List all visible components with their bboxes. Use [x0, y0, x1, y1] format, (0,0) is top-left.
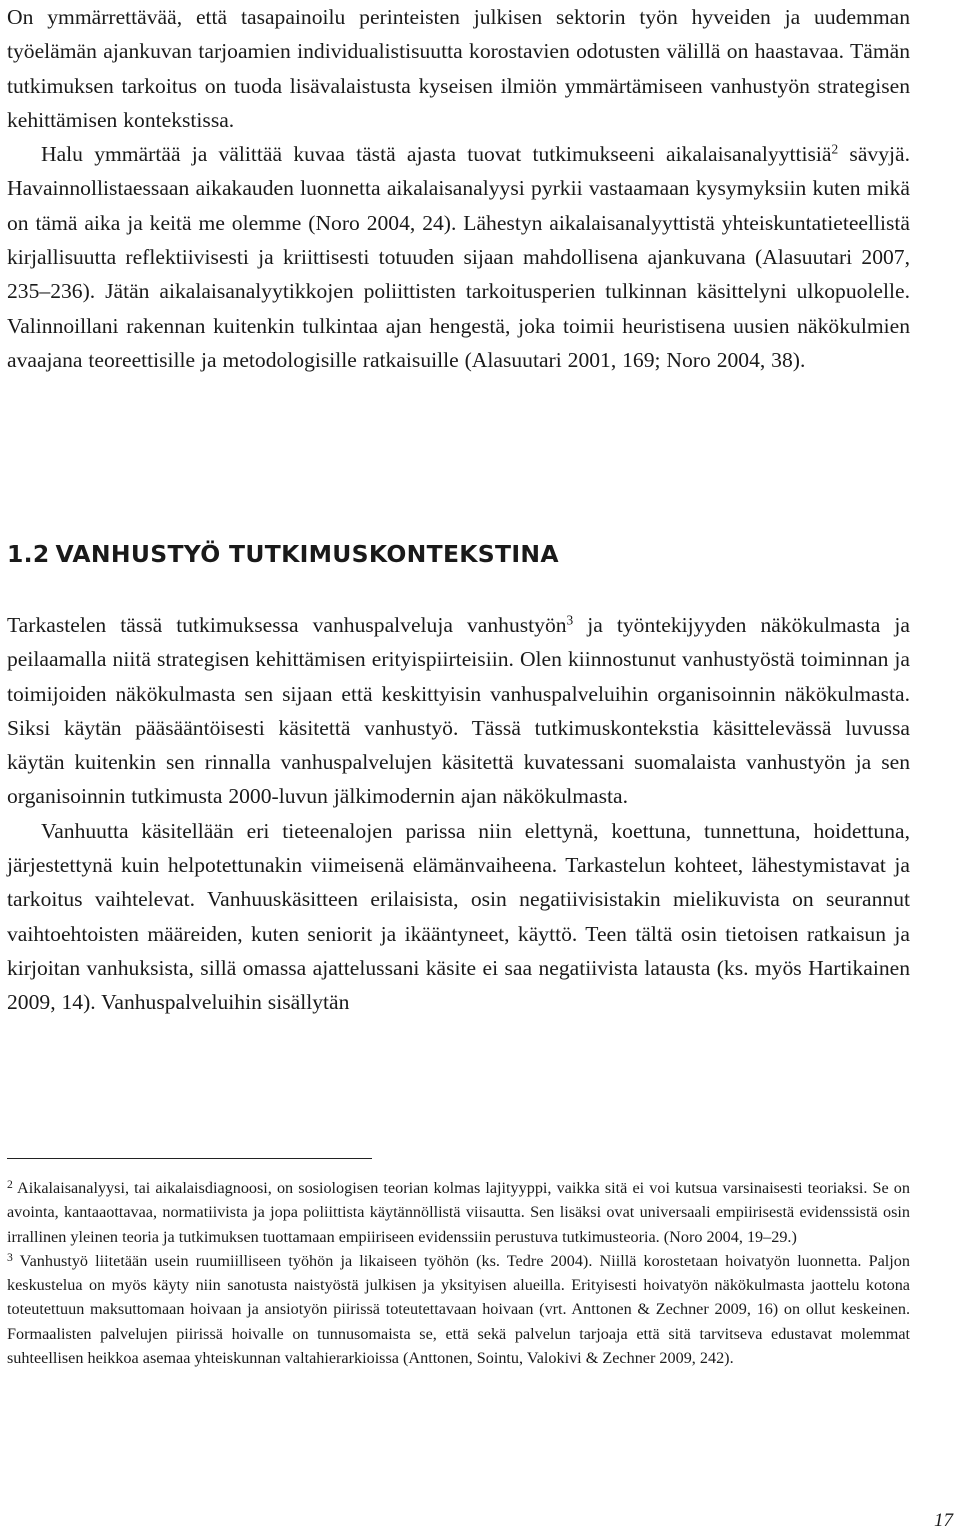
footnote-item: [7, 1176, 910, 1249]
section-number: 1.2: [7, 540, 50, 568]
paragraph-text: Tarkastelen tässä tutkimuksessa vanhuspalveluja vanhustyön: [7, 613, 567, 637]
footnote-item: [7, 1249, 910, 1370]
footnote-text: Aikalaisanalyysi, tai aikalaisdiagnoosi, on sosiologisen teorian kolmas lajityyppi, vaikka sitä ei voi kutsua varsinaisesti teoriaksi. Se on avointa, kantaaottavaa, normatiivista ja jopa poliittista käytännöllistä viisautta. Sen lisäksi ovat universaali empiirisestä evidenssistä osin irrallinen yleinen teoria ja tutkimuksen tuottamaan empiiriseen evidenssiin perustuva tutkimusteoria. (Noro 2004, 19–29.): [7, 1179, 910, 1246]
body-paragraph: Vanhuutta käsitellään eri tieteenalojen parissa niin elettynä, koettuna, tunnettuna, hoidettuna, järjestettynä kuin helpotettunakin viimeisenä elämänvaiheena. Tarkastelun kohteet, lähestymistavat ja tarkoitus vaihtelevat. Vanhuuskäsitteen erilaisista, osin negatiivisistakin mielikuvista on seurannut vaihtoehtoisten määreiden, kuten seniorit ja ikääntyneet, käyttö. Teen tältä osin tietoisen ratkaisun ja kirjoitan vanhuksista, sillä omassa ajattelussani käsite ei saa negatiivista latausta (ks. myös Hartikainen 2009, 14). Vanhuspalveluihin sisällytän: [7, 818, 910, 1015]
footnote-number: 3: [7, 1250, 13, 1264]
paragraph-text: ja työntekijyyden näkökulmasta ja peilaamalla niitä strategisen kehittämisen erityispiirteisiin. Olen kiinnostunut vanhustyöstä toiminnan ja toimijoiden näkökulmasta sen sijaan että keskittyisin vanhuspalveluihin organisoinnin näkökulmasta. Siksi käytän pääsääntöisesti käsitettä vanhustyö. Tässä tutkimuskontekstia käsittelevässä luvussa käytän kuitenkin sen rinnalla vanhuspalvelujen käsitettä kuvatessani suomalaista vanhustyön ja sen organisoinnin tutkimusta 2000-luvun jälkimodernin ajan näkökulmasta.: [7, 613, 910, 809]
footnote-text: Vanhustyö liitetään usein ruumiilliseen työhön ja likaiseen työhön (ks. Tedre 2004). Niillä korostetaan hoivatyön luonnetta. Paljon keskustelua on myös käyty niin sanotusta naistyöstä julkisen ja yksityisen alueilla. Erityisesti hoivatyön näkökulmasta jaottelu kotona toteutettuun maksuttomaan hoivaan ja ansiotyön piirissä toteutettavaan hoivaan (vrt. Anttonen & Zechner 2009, 16) on ollut keskeinen. Formaalisten palvelujen piirissä hoivalle on tunnusomaista se, että sekä palvelun tarjoaja että sitä tarvitseva edustavat molemmat suhteellisen heikkoa asemaa yhteiskunnan valtahierarkioissa (Anttonen, Sointu, Valokivi & Zechner 2009, 242).: [7, 1251, 910, 1368]
page-number: 17: [934, 1510, 953, 1531]
paragraph-text: Halu ymmärtää ja välittää kuvaa tästä ajasta tuovat tutkimukseeni aikalaisanalyyttisiä: [41, 142, 832, 167]
footnote-separator: [7, 1158, 372, 1159]
footnote-reference[interactable]: 2: [831, 141, 839, 157]
footnote-reference[interactable]: 3: [566, 612, 574, 628]
footnote-number: 2: [7, 1177, 13, 1191]
section-title: VANHUSTYÖ TUTKIMUSKONTEKSTINA: [55, 540, 559, 568]
section-body: [7, 608, 910, 1020]
footnotes: [7, 1176, 910, 1370]
body-paragraph-intro: [7, 0, 910, 377]
body-paragraph: [7, 608, 910, 814]
section-heading: [7, 540, 559, 568]
paragraph-text: sävyjä. Havainnollistaessaan aikakauden luonnetta aikalaisanalyysi pyrkii vastaamaan kysymyksiin kuten mikä on tämä aika ja keitä me olemme (Noro 2004, 24). Lähestyn aikalaisanalyyttistä yhteiskuntatieteellistä kirjallisuutta reflektiivisesti ja kriittisesti totuuden sijaan mahdollisena ajankuvana (Alasuutari 2007, 235–236). Jätän aikalaisanalyytikkojen poliittisten tarkoitusperien tulkinnan käsittelyni ulkopuolelle. Valinnoillani rakennan kuitenkin tulkintaa ajan hengestä, joka toimii heuristisena uusien näkökulmien avaajana teoreettisille ja metodologisille ratkaisuille (Alasuutari 2001, 169; Noro 2004, 38).: [7, 142, 910, 372]
paragraph-text: On ymmärrettävää, että tasapainoilu perinteisten julkisen sektorin työn hyveiden ja uudemman työelämän ajankuvan tarjoamien individualistisuutta korostavien odotusten välillä on haastavaa. Tämän tutkimuksen tarkoitus on tuoda lisävalaistusta kyseisen ilmiön ymmärtämiseen vanhustyön strategisen kehittämisen kontekstissa.: [7, 5, 910, 132]
